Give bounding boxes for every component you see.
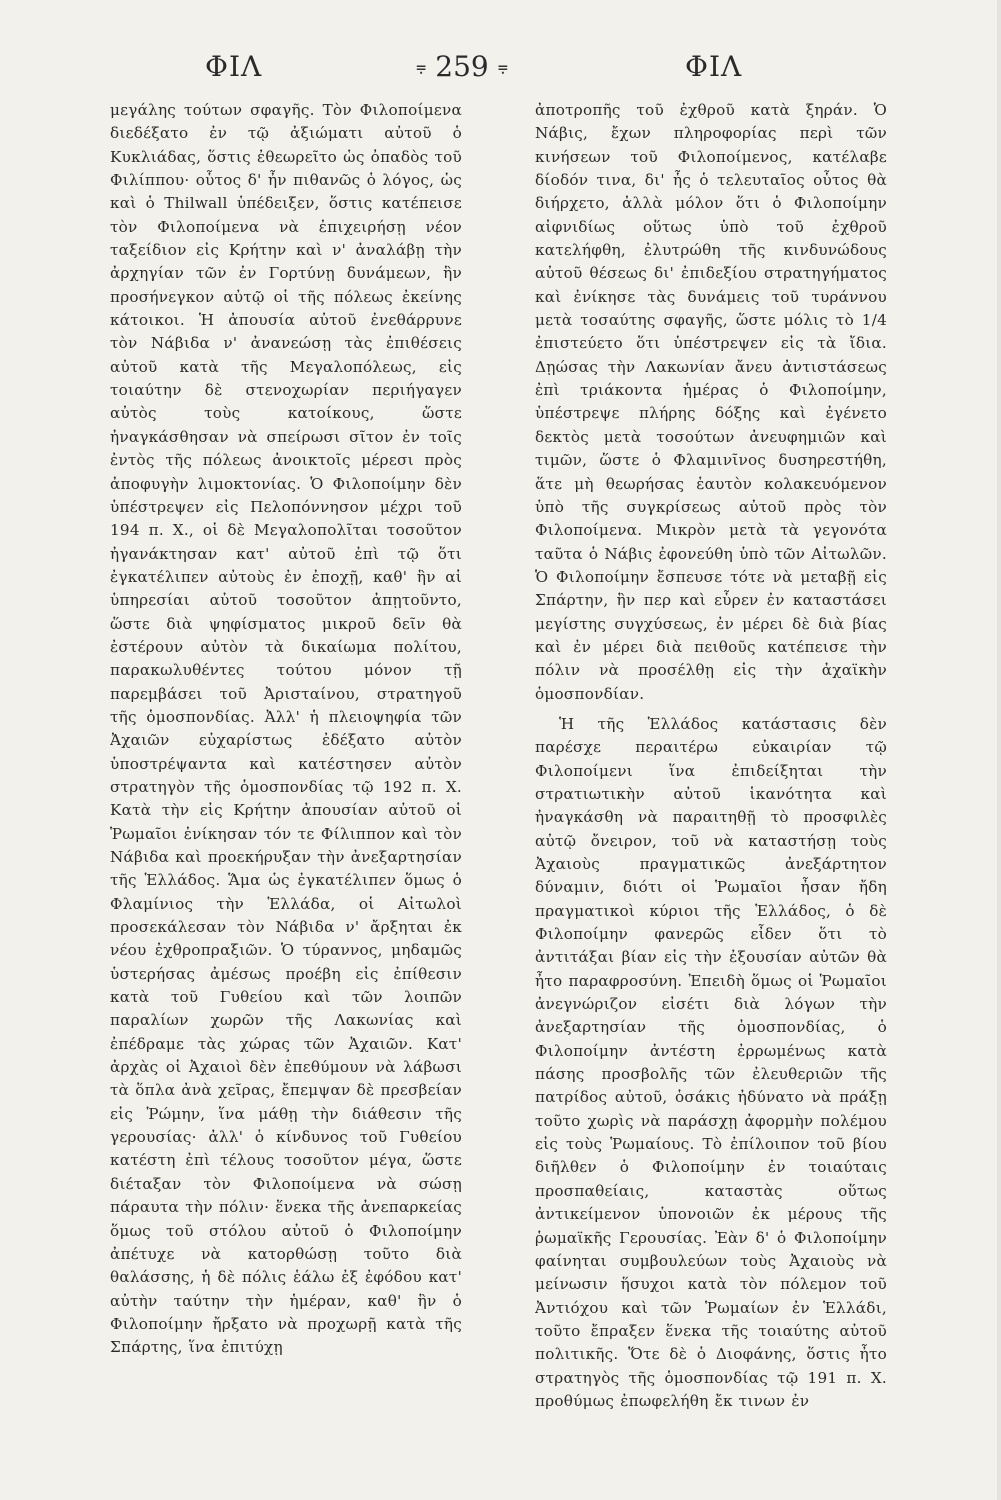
- page-number: [392, 50, 532, 83]
- page-edge-shadow: [997, 0, 1001, 1500]
- right-column-paragraph-2: Ἡ τῆς Ἑλλάδος κατάστασις δὲν παρέσχε περαιτέρω εὐκαιρίαν τῷ Φιλοποίμενι ἵνα ἐπιδείξηται τὴν στρατιωτικὴν αὐτοῦ ἱκανότητα καὶ ἠναγκάσθη νὰ παραιτηθῇ τὸ προσφιλὲς αὐτῷ ὄνειρον, τοῦ νὰ καταστήσῃ τοὺς Ἀχαιοὺς πραγματικῶς ἀνεξάρτητον δύναμιν, διότι οἱ Ῥωμαῖοι ἦσαν ἤδη πραγματικοὶ κύριοι τῆς Ἑλλάδος, ὁ δὲ Φιλοποίμην φανερῶς εἶδεν ὅτι τὸ ἀντιτάξαι βίαν εἰς τὴν ἐξουσίαν αὐτῶν θὰ ἦτο παραφροσύνη. Ἐπειδὴ ὅμως οἱ Ῥωμαῖοι ἀνεγνώριζον εἰσέτι διὰ λόγων τὴν ἀνεξαρτησίαν τῆς ὁμοσπονδίας, ὁ Φιλοποίμην ἀντέστη ἐρρωμένως κατὰ πάσης προσβολῆς τῶν ἐλευθεριῶν τῆς πατρίδος αὐτοῦ, ὁσάκις ἠδύνατο νὰ πράξῃ τοῦτο χωρὶς νὰ παράσχῃ ἀφορμὴν πολέμου εἰς τοὺς Ῥωμαίους. Τὸ ἐπίλοιπον τοῦ βίου διῆλθεν ὁ Φιλοποίμην ἐν τοιαύταις προσπαθείαις, καταστὰς οὕτως ἀντικείμενον ὑπονοιῶν ἐκ μέρους τῆς ῥωμαϊκῆς Γερουσίας. Ἐὰν δ' ὁ Φιλοποίμην φαίνηται συμβουλεύων τοὺς Ἀχαιοὺς νὰ μείνωσιν ἥσυχοι κατὰ τὸν πόλεμον τοῦ Ἀντιόχου καὶ τῶν Ῥωμαίων ἐν Ἑλλάδι, τοῦτο ἔπραξεν ἕνεκα τῆς τοιαύτης αὐτοῦ πολιτικῆς. Ὅτε δὲ ὁ Διοφάνης, ὅστις ἦτο στρατηγὸς τῆς ὁμοσπονδίας τῷ 191 π. Χ. προθύμως ἐπωφελήθη ἔκ τινων ἐν: [535, 714, 887, 1410]
- page-number-value: 259: [435, 50, 489, 83]
- left-text-column: [110, 99, 462, 1494]
- running-header: [0, 44, 1001, 94]
- header-left-word: ΦΙΛ: [205, 50, 263, 83]
- right-text-column: [535, 99, 887, 1494]
- left-column-paragraph: μεγάλης τούτων σφαγῆς. Τὸν Φιλοποίμενα διεδέξατο ἐν τῷ ἀξιώματι αὐτοῦ ὁ Κυκλιάδας, ὅστις ἐθεωρεῖτο ὡς ὀπαδὸς τοῦ Φιλίππου· οὗτος δ' ἦν πιθανῶς ὁ λόγος, ὡς καὶ ὁ Thilwall ὑπέδειξεν, ὅστις κατέπεισε τὸν Φιλοποίμενα νὰ ἐπιχειρήσῃ νέον ταξείδιον εἰς Κρήτην καὶ ν' ἀναλάβῃ τὴν ἀρχηγίαν τῶν ἐν Γορτύνῃ δυνάμεων, ἣν προσήνεγκον αὐτῷ οἱ τῆς πόλεως ἐκείνης κάτοικοι. Ἡ ἀπουσία αὐτοῦ ἐνεθάρρυνε τὸν Νάβιδα ν' ἀνανεώσῃ τὰς ἐπιθέσεις αὐτοῦ κατὰ τῆς Μεγαλοπόλεως, εἰς τοιαύτην δὲ στενοχωρίαν περιήγαγεν αὐτὸς τοὺς κατοίκους, ὥστε ἠναγκάσθησαν νὰ σπείρωσι σῖτον ἐν τοῖς ἐντὸς τῆς πόλεως ἀνοικτοῖς μέρεσι πρὸς ἀποφυγὴν λιμοκτονίας. Ὁ Φιλοποίμην δὲν ὑπέστρεψεν εἰς Πελοπόννησον μέχρι τοῦ 194 π. Χ., οἱ δὲ Μεγαλοπολῖται τοσοῦτον ἠγανάκτησαν κατ' αὐτοῦ ἐπὶ τῷ ὅτι ἐγκατέλιπεν αὐτοὺς ἐν ἐποχῇ, καθ' ἣν αἱ ὑπηρεσίαι αὐτοῦ τοσοῦτον ἀπῃτοῦντο, ὥστε διὰ ψηφίσματος μικροῦ δεῖν θὰ ἐστέρουν αὐτὸν τὰ δικαίωμα πολίτου, παρακωλυθέντες τούτου μόνον τῇ παρεμβάσει τοῦ Ἀρισταίνου, στρατηγοῦ τῆς ὁμοσπονδίας. Ἀλλ' ἡ πλειοψηφία τῶν Ἀχαιῶν εὐχαρίστως ἐδέξατο αὐτὸν ὑποστρέψαντα καὶ κατέστησεν αὐτὸν στρατηγὸν τῆς ὁμοσπονδίας τῷ 192 π. Χ. Κατὰ τὴν εἰς Κρήτην ἀπουσίαν αὐτοῦ οἱ Ῥωμαῖοι ἐνίκησαν τόν τε Φίλιππον καὶ τὸν Νάβιδα καὶ προεκήρυξαν τὴν ἀνεξαρτησίαν τῆς Ἑλλάδος. Ἅμα ὡς ἐγκατέλιπεν ὅμως ὁ Φλαμίνιος τὴν Ἑλλάδα, οἱ Αἰτωλοὶ προσεκάλεσαν τὸν Νάβιδα ν' ἄρξηται ἐκ νέου ἐχθροπραξιῶν. Ὁ τύραννος, μηδαμῶς ὑστερήσας ἀμέσως προέβη εἰς ἐπίθεσιν κατὰ τοῦ Γυθείου καὶ τῶν λοιπῶν παραλίων χωρῶν τῆς Λακωνίας καὶ ἐπέδραμε τὰς χώρας τῶν Ἀχαιῶν. Κατ' ἀρχὰς οἱ Ἀχαιοὶ δὲν ἐπεθύμουν νὰ λάβωσι τὰ ὅπλα ἀνὰ χεῖρας, ἔπεμψαν δὲ πρεσβείαν εἰς Ῥώμην, ἵνα μάθῃ τὴν διάθεσιν τῆς γερουσίας· ἀλλ' ὁ κίνδυνος τοῦ Γυθείου κατέστη ἐπὶ τέλους τοσοῦτον μέγα, ὥστε διέταξαν τὸν Φιλοποίμενα νὰ σώσῃ πάραυτα τὴν πόλιν· ἕνεκα τῆς ἀνεπαρκείας ὅμως τοῦ στόλου αὐτοῦ ὁ Φιλοποίμην ἀπέτυχε νὰ κατορθώσῃ τοῦτο διὰ θαλάσσης, ἡ δὲ πόλις ἑάλω ἐξ ἐφόδου κατ' αὐτὴν ταύτην τὴν ἡμέραν, καθ' ἣν ὁ Φιλοποίμην ἤρξατο νὰ προχωρῇ κατὰ τῆς Σπάρτης, ἵνα ἐπιτύχῃ: [110, 101, 462, 1357]
- header-ornament-left: ⩦: [415, 56, 427, 77]
- right-column-paragraph-1: ἀποτροπῆς τοῦ ἐχθροῦ κατὰ ξηράν. Ὁ Νάβις, ἔχων πληροφορίας περὶ τῶν κινήσεων τοῦ Φιλοποίμενος, κατέλαβε δίοδόν τινα, δι' ἧς ὁ τελευταῖος οὗτος θὰ διήρχετο, ἀλλὰ μόλον ὅτι ὁ Φιλοποίμην αἰφνιδίως οὕτως ὑπὸ τοῦ ἐχθροῦ κατελήφθη, ἐλυτρώθη τῆς κινδυνώδους αὐτοῦ θέσεως δι' ἐπιδεξίου στρατηγήματος καὶ ἐνίκησε τὰς δυνάμεις τοῦ τυράννου μετὰ τοσαύτης σφαγῆς, ὥστε μόλις τὸ 1/4 ἐπιστεύετο ὅτι ὑπέστρεψεν εἰς τὰ ἴδια. Δῃώσας τὴν Λακωνίαν ἄνευ ἀντιστάσεως ἐπὶ τριάκοντα ἡμέρας ὁ Φιλοποίμην, ὑπέστρεψε πλήρης δόξης καὶ ἐγένετο δεκτὸς μετὰ τοσούτων ἀνευφημιῶν καὶ τιμῶν, ὥστε ὁ Φλαμινῖνος δυσηρεστήθη, ἅτε μὴ θεωρήσας ἑαυτὸν κολακευόμενον ὑπὸ τῆς συγκρίσεως αὐτοῦ πρὸς τὸν Φιλοποίμενα. Μικρὸν μετὰ τὰ γεγονότα ταῦτα ὁ Νάβις ἐφονεύθη ὑπὸ τῶν Αἰτωλῶν. Ὁ Φιλοποίμην ἔσπευσε τότε νὰ μεταβῇ εἰς Σπάρτην, ἣν περ καὶ εὗρεν ἐν καταστάσει μεγίστης συγχύσεως, ἐν μέρει δὲ διὰ βίας καὶ ἐν μέρει διὰ πειθοῦς κατέπεισε τὴν πόλιν νὰ προσέλθῃ εἰς τὴν ἀχαϊκὴν ὁμοσπονδίαν.: [535, 101, 887, 703]
- header-right-word: ΦΙΛ: [685, 50, 743, 83]
- header-ornament-right: ⩦: [497, 56, 509, 77]
